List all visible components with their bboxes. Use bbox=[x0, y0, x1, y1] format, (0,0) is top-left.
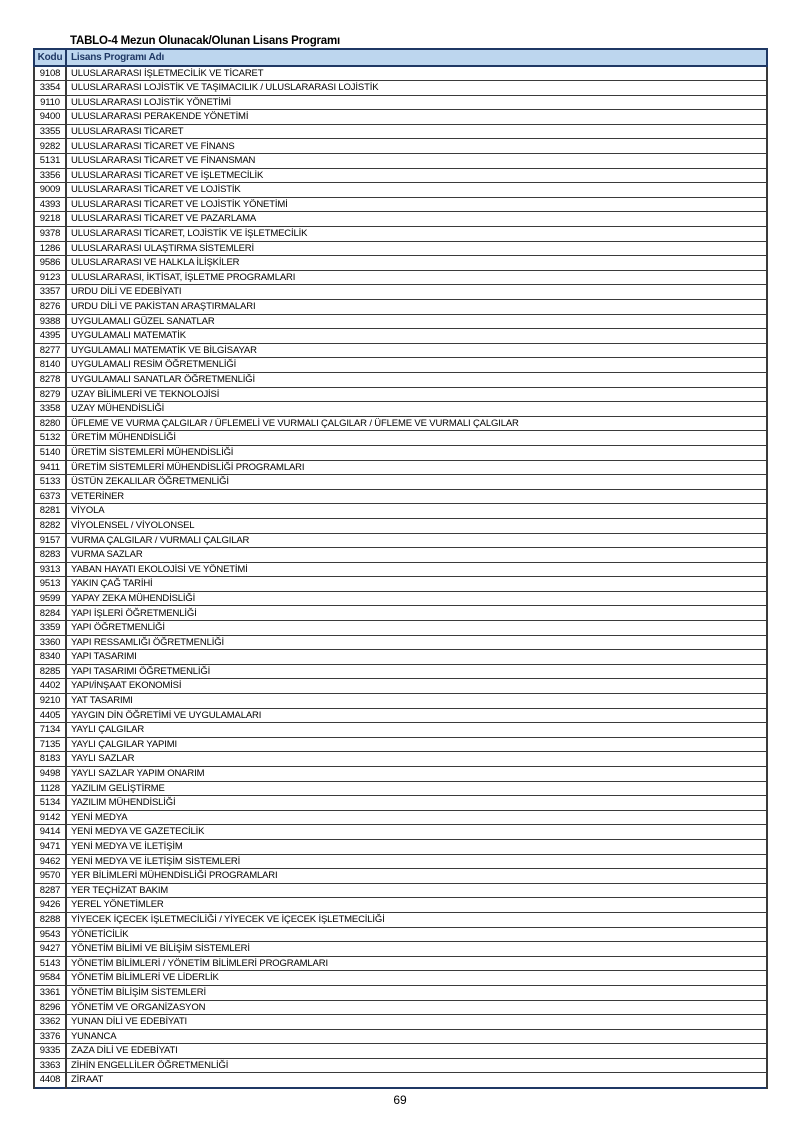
table-row bbox=[34, 708, 767, 723]
table-row bbox=[34, 767, 767, 782]
table-row bbox=[34, 723, 767, 738]
program-code: 9110 bbox=[34, 95, 66, 110]
table-row bbox=[34, 227, 767, 242]
table-row bbox=[34, 416, 767, 431]
program-name: YAPI TASARIMI ÖĞRETMENLİĞİ bbox=[66, 664, 767, 679]
program-code: 8282 bbox=[34, 518, 66, 533]
program-code: 3354 bbox=[34, 81, 66, 96]
program-code: 9142 bbox=[34, 810, 66, 825]
table-row bbox=[34, 781, 767, 796]
program-name: URDU DİLİ VE EDEBİYATI bbox=[66, 285, 767, 300]
program-code: 8183 bbox=[34, 752, 66, 767]
program-code: 5131 bbox=[34, 154, 66, 169]
program-code: 9462 bbox=[34, 854, 66, 869]
program-code: 9584 bbox=[34, 971, 66, 986]
program-code: 3361 bbox=[34, 985, 66, 1000]
table-row bbox=[34, 110, 767, 125]
program-code: 5134 bbox=[34, 796, 66, 811]
program-name: UYGULAMALI MATEMATİK VE BİLGİSAYAR bbox=[66, 343, 767, 358]
table-row bbox=[34, 358, 767, 373]
table-row bbox=[34, 431, 767, 446]
program-name: ULUSLARARASI TİCARET VE LOJİSTİK bbox=[66, 183, 767, 198]
program-code: 8140 bbox=[34, 358, 66, 373]
program-name: YAPI RESSAMLIĞI ÖĞRETMENLİĞİ bbox=[66, 635, 767, 650]
table-row bbox=[34, 1029, 767, 1044]
program-name: ULUSLARARASI TİCARET VE FİNANS bbox=[66, 139, 767, 154]
program-code: 8287 bbox=[34, 883, 66, 898]
program-name: YAYLI ÇALGILAR YAPIMI bbox=[66, 737, 767, 752]
program-name: UYGULAMALI MATEMATİK bbox=[66, 329, 767, 344]
table-row bbox=[34, 591, 767, 606]
program-name: ULUSLARARASI PERAKENDE YÖNETİMİ bbox=[66, 110, 767, 125]
program-code: 7134 bbox=[34, 723, 66, 738]
table-row bbox=[34, 212, 767, 227]
program-code: 9313 bbox=[34, 562, 66, 577]
program-code: 9586 bbox=[34, 256, 66, 271]
program-code: 9400 bbox=[34, 110, 66, 125]
program-name: UZAY BİLİMLERİ VE TEKNOLOJİSİ bbox=[66, 387, 767, 402]
program-name: YENİ MEDYA VE GAZETECİLİK bbox=[66, 825, 767, 840]
column-header-kodu: Kodu bbox=[34, 49, 66, 66]
program-code: 7135 bbox=[34, 737, 66, 752]
program-code: 8280 bbox=[34, 416, 66, 431]
program-name: YÖNETİCİLİK bbox=[66, 927, 767, 942]
program-code: 9378 bbox=[34, 227, 66, 242]
table-row bbox=[34, 489, 767, 504]
program-code: 4405 bbox=[34, 708, 66, 723]
program-name: VİYOLA bbox=[66, 504, 767, 519]
program-name: VURMA ÇALGILAR / VURMALI ÇALGILAR bbox=[66, 533, 767, 548]
table-row bbox=[34, 66, 767, 81]
program-name: YAYGIN DİN ÖĞRETİMİ VE UYGULAMALARI bbox=[66, 708, 767, 723]
program-name: UYGULAMALI RESİM ÖĞRETMENLİĞİ bbox=[66, 358, 767, 373]
program-code: 4395 bbox=[34, 329, 66, 344]
table-row bbox=[34, 839, 767, 854]
table-row bbox=[34, 139, 767, 154]
program-code: 9543 bbox=[34, 927, 66, 942]
program-name: YÖNETİM BİLİMLERİ VE LİDERLİK bbox=[66, 971, 767, 986]
program-name: UYGULAMALI SANATLAR ÖĞRETMENLİĞİ bbox=[66, 372, 767, 387]
program-name: YER TEÇHİZAT BAKIM bbox=[66, 883, 767, 898]
column-header-lisans-programi-adi: Lisans Programı Adı bbox=[66, 49, 767, 66]
table-row bbox=[34, 241, 767, 256]
program-code: 5143 bbox=[34, 956, 66, 971]
program-code: 9498 bbox=[34, 767, 66, 782]
table-row bbox=[34, 256, 767, 271]
program-code: 3360 bbox=[34, 635, 66, 650]
program-code: 9570 bbox=[34, 869, 66, 884]
table-row bbox=[34, 985, 767, 1000]
program-code: 9157 bbox=[34, 533, 66, 548]
program-code: 3357 bbox=[34, 285, 66, 300]
program-code: 3362 bbox=[34, 1015, 66, 1030]
program-code: 9210 bbox=[34, 694, 66, 709]
program-code: 1128 bbox=[34, 781, 66, 796]
program-name: YENİ MEDYA bbox=[66, 810, 767, 825]
table-row bbox=[34, 942, 767, 957]
program-name: YAPI ÖĞRETMENLİĞİ bbox=[66, 621, 767, 636]
program-code: 9009 bbox=[34, 183, 66, 198]
table-row bbox=[34, 1073, 767, 1088]
table-row bbox=[34, 314, 767, 329]
program-code: 9218 bbox=[34, 212, 66, 227]
program-code: 9388 bbox=[34, 314, 66, 329]
program-name: YAZILIM MÜHENDİSLİĞİ bbox=[66, 796, 767, 811]
program-code: 8285 bbox=[34, 664, 66, 679]
program-name: ULUSLARARASI İŞLETMECİLİK VE TİCARET bbox=[66, 66, 767, 81]
program-code: 8284 bbox=[34, 606, 66, 621]
program-name: ULUSLARARASI TİCARET VE FİNANSMAN bbox=[66, 154, 767, 169]
program-name: ULUSLARARASI LOJİSTİK VE TAŞIMACILIK / ULUSLARARASI LOJİSTİK bbox=[66, 81, 767, 96]
table-row bbox=[34, 650, 767, 665]
program-name: YABAN HAYATI EKOLOJİSİ VE YÖNETİMİ bbox=[66, 562, 767, 577]
program-name: ZAZA DİLİ VE EDEBİYATI bbox=[66, 1044, 767, 1059]
program-name: YÖNETİM VE ORGANİZASYON bbox=[66, 1000, 767, 1015]
program-code: 6373 bbox=[34, 489, 66, 504]
program-name: ULUSLARARASI TİCARET VE LOJİSTİK YÖNETİMİ bbox=[66, 197, 767, 212]
table-row bbox=[34, 168, 767, 183]
program-name: YENİ MEDYA VE İLETİŞİM bbox=[66, 839, 767, 854]
program-code: 4408 bbox=[34, 1073, 66, 1088]
program-name: ÜRETİM SİSTEMLERİ MÜHENDİSLİĞİ PROGRAMLARI bbox=[66, 460, 767, 475]
table-row bbox=[34, 1015, 767, 1030]
program-code: 9426 bbox=[34, 898, 66, 913]
table-row bbox=[34, 679, 767, 694]
table-row bbox=[34, 752, 767, 767]
table-row bbox=[34, 197, 767, 212]
program-code: 8340 bbox=[34, 650, 66, 665]
program-code: 9513 bbox=[34, 577, 66, 592]
program-code: 3356 bbox=[34, 168, 66, 183]
program-code: 1286 bbox=[34, 241, 66, 256]
program-code: 9335 bbox=[34, 1044, 66, 1059]
program-name: ULUSLARARASI TİCARET VE İŞLETMECİLİK bbox=[66, 168, 767, 183]
program-code: 8278 bbox=[34, 372, 66, 387]
program-code: 5140 bbox=[34, 445, 66, 460]
table-row bbox=[34, 912, 767, 927]
program-name: YAPI/İNŞAAT EKONOMİSİ bbox=[66, 679, 767, 694]
table-row bbox=[34, 81, 767, 96]
table-row bbox=[34, 533, 767, 548]
table-row bbox=[34, 329, 767, 344]
program-name: YEREL YÖNETİMLER bbox=[66, 898, 767, 913]
table-row bbox=[34, 548, 767, 563]
program-name: YÖNETİM BİLİŞİM SİSTEMLERİ bbox=[66, 985, 767, 1000]
table-row bbox=[34, 898, 767, 913]
program-code: 8281 bbox=[34, 504, 66, 519]
program-name: URDU DİLİ VE PAKİSTAN ARAŞTIRMALARI bbox=[66, 300, 767, 315]
program-name: ÜRETİM SİSTEMLERİ MÜHENDİSLİĞİ bbox=[66, 445, 767, 460]
table-body bbox=[34, 66, 767, 1088]
program-name: YÖNETİM BİLİMLERİ / YÖNETİM BİLİMLERİ PROGRAMLARI bbox=[66, 956, 767, 971]
program-name: YİYECEK İÇECEK İŞLETMECİLİĞİ / YİYECEK VE İÇECEK İŞLETMECİLİĞİ bbox=[66, 912, 767, 927]
program-code: 3376 bbox=[34, 1029, 66, 1044]
program-name: ULUSLARARASI VE HALKLA İLİŞKİLER bbox=[66, 256, 767, 271]
program-code: 5133 bbox=[34, 475, 66, 490]
program-code: 8277 bbox=[34, 343, 66, 358]
program-name: YAPAY ZEKA MÜHENDİSLİĞİ bbox=[66, 591, 767, 606]
program-name: ÜSTÜN ZEKALILAR ÖĞRETMENLİĞİ bbox=[66, 475, 767, 490]
program-name: YAPI İŞLERİ ÖĞRETMENLİĞİ bbox=[66, 606, 767, 621]
program-name: ULUSLARARASI, İKTİSAT, İŞLETME PROGRAMLARI bbox=[66, 270, 767, 285]
program-name: YER BİLİMLERİ MÜHENDİSLİĞİ PROGRAMLARI bbox=[66, 869, 767, 884]
table-row bbox=[34, 154, 767, 169]
program-code: 9108 bbox=[34, 66, 66, 81]
program-code: 9471 bbox=[34, 839, 66, 854]
table-row bbox=[34, 1044, 767, 1059]
program-name: VETERİNER bbox=[66, 489, 767, 504]
program-name: UYGULAMALI GÜZEL SANATLAR bbox=[66, 314, 767, 329]
table-row bbox=[34, 285, 767, 300]
program-name: UZAY MÜHENDİSLİĞİ bbox=[66, 402, 767, 417]
program-code: 9411 bbox=[34, 460, 66, 475]
program-name: YÖNETİM BİLİMİ VE BİLİŞİM SİSTEMLERİ bbox=[66, 942, 767, 957]
table-row bbox=[34, 694, 767, 709]
table-row bbox=[34, 124, 767, 139]
table-row bbox=[34, 606, 767, 621]
table-row bbox=[34, 621, 767, 636]
table-row bbox=[34, 854, 767, 869]
table-row bbox=[34, 445, 767, 460]
program-code: 9123 bbox=[34, 270, 66, 285]
table-row bbox=[34, 883, 767, 898]
program-name: ULUSLARARASI TİCARET bbox=[66, 124, 767, 139]
program-name: YUNANCA bbox=[66, 1029, 767, 1044]
program-code: 8288 bbox=[34, 912, 66, 927]
table-row bbox=[34, 562, 767, 577]
table-row bbox=[34, 300, 767, 315]
program-name: YAYLI SAZLAR bbox=[66, 752, 767, 767]
program-code: 4393 bbox=[34, 197, 66, 212]
table-row bbox=[34, 475, 767, 490]
table-row bbox=[34, 518, 767, 533]
program-code: 3359 bbox=[34, 621, 66, 636]
program-code: 5132 bbox=[34, 431, 66, 446]
program-code: 9414 bbox=[34, 825, 66, 840]
program-code: 8296 bbox=[34, 1000, 66, 1015]
table-row bbox=[34, 460, 767, 475]
program-code: 3355 bbox=[34, 124, 66, 139]
program-name: VURMA SAZLAR bbox=[66, 548, 767, 563]
program-code: 4402 bbox=[34, 679, 66, 694]
page-title: TABLO-4 Mezun Olunacak/Olunan Lisans Programı bbox=[70, 35, 341, 47]
table-row bbox=[34, 664, 767, 679]
program-code: 9427 bbox=[34, 942, 66, 957]
table-row bbox=[34, 270, 767, 285]
table-row bbox=[34, 869, 767, 884]
program-name: VİYOLENSEL / VİYOLONSEL bbox=[66, 518, 767, 533]
program-name: ZİHİN ENGELLİLER ÖĞRETMENLİĞİ bbox=[66, 1058, 767, 1073]
programs-table bbox=[33, 48, 768, 1089]
table-row bbox=[34, 504, 767, 519]
table-row bbox=[34, 971, 767, 986]
program-code: 9599 bbox=[34, 591, 66, 606]
program-name: YAYLI ÇALGILAR bbox=[66, 723, 767, 738]
program-code: 3363 bbox=[34, 1058, 66, 1073]
program-name: ULUSLARARASI TİCARET, LOJİSTİK VE İŞLETMECİLİK bbox=[66, 227, 767, 242]
table-row bbox=[34, 810, 767, 825]
table-row bbox=[34, 956, 767, 971]
table-row bbox=[34, 95, 767, 110]
program-name: YAPI TASARIMI bbox=[66, 650, 767, 665]
table-row bbox=[34, 343, 767, 358]
table-row bbox=[34, 927, 767, 942]
program-name: ÜFLEME VE VURMA ÇALGILAR / ÜFLEMELİ VE VURMALI ÇALGILAR / ÜFLEME VE VURMALI ÇALGILAR bbox=[66, 416, 767, 431]
table-row bbox=[34, 1058, 767, 1073]
program-name: YAT TASARIMI bbox=[66, 694, 767, 709]
program-code: 8276 bbox=[34, 300, 66, 315]
table-header-row bbox=[34, 49, 767, 66]
table-row bbox=[34, 183, 767, 198]
table-row bbox=[34, 372, 767, 387]
program-code: 9282 bbox=[34, 139, 66, 154]
table-row bbox=[34, 825, 767, 840]
program-name: ULUSLARARASI ULAŞTIRMA SİSTEMLERİ bbox=[66, 241, 767, 256]
table-row bbox=[34, 387, 767, 402]
program-code: 8279 bbox=[34, 387, 66, 402]
table-row bbox=[34, 402, 767, 417]
table-row bbox=[34, 635, 767, 650]
program-name: ULUSLARARASI TİCARET VE PAZARLAMA bbox=[66, 212, 767, 227]
program-name: YAZILIM GELİŞTİRME bbox=[66, 781, 767, 796]
page-number: 69 bbox=[393, 1093, 407, 1107]
program-name: ÜRETİM MÜHENDİSLİĞİ bbox=[66, 431, 767, 446]
table-row bbox=[34, 1000, 767, 1015]
program-name: ZİRAAT bbox=[66, 1073, 767, 1088]
program-name: YUNAN DİLİ VE EDEBİYATI bbox=[66, 1015, 767, 1030]
program-code: 3358 bbox=[34, 402, 66, 417]
program-name: ULUSLARARASI LOJİSTİK YÖNETİMİ bbox=[66, 95, 767, 110]
table-row bbox=[34, 737, 767, 752]
program-name: YAYLI SAZLAR YAPIM ONARIM bbox=[66, 767, 767, 782]
program-code: 8283 bbox=[34, 548, 66, 563]
table-row bbox=[34, 577, 767, 592]
program-name: YAKIN ÇAĞ TARİHİ bbox=[66, 577, 767, 592]
program-name: YENİ MEDYA VE İLETİŞİM SİSTEMLERİ bbox=[66, 854, 767, 869]
table-row bbox=[34, 796, 767, 811]
